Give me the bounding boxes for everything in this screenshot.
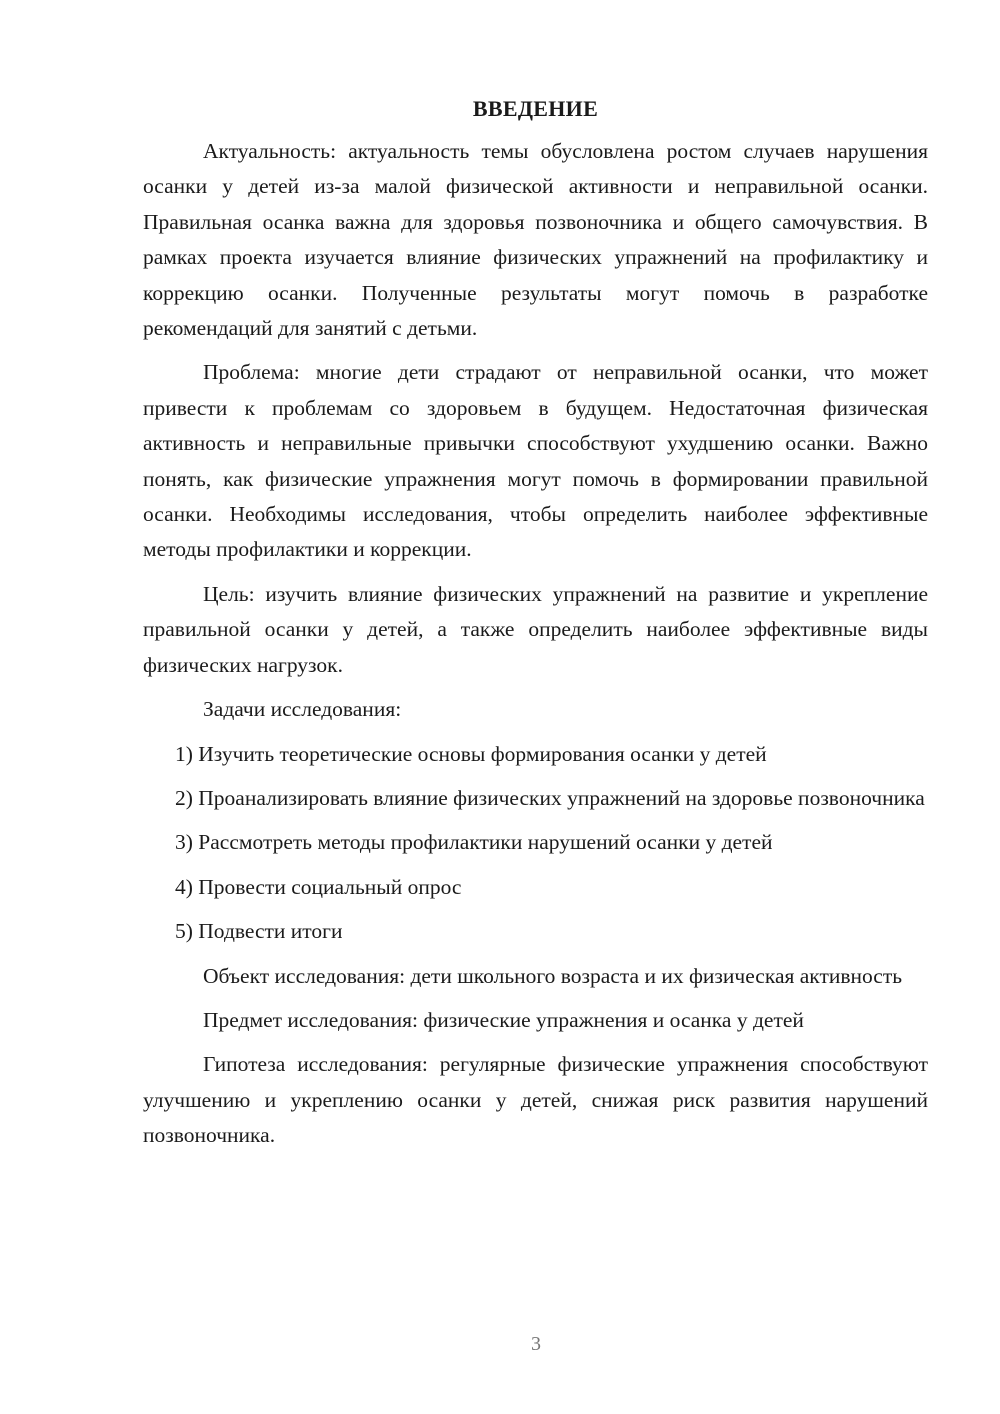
task-item: 2) Проанализировать влияние физических упражнений на здоровье позвоночника <box>175 785 925 810</box>
hypothesis-paragraph: Гипотеза исследования: регулярные физические упражнения способствуют улучшению и укреплению осанки у детей, снижая риск развития нарушений позвоночника. <box>143 1052 928 1148</box>
tasks-heading: Задачи исследования: <box>203 697 402 722</box>
task-item: 3) Рассмотреть методы профилактики нарушений осанки у детей <box>175 830 773 855</box>
object-paragraph: Объект исследования: дети школьного возраста и их физическая активность <box>203 963 903 988</box>
page-title: ВВЕДЕНИЕ <box>472 96 599 121</box>
page-number: 3 <box>531 1333 541 1355</box>
task-item: 4) Провести социальный опрос <box>175 874 462 899</box>
relevance-paragraph: Актуальность: актуальность темы обусловлена ростом случаев нарушения осанки у детей из-за малой физической активности и неправильной осанки. Правильная осанка важна для здоровья позвоночника и общего самочувствия. В рамках проекта изучается влияние физических упражнений на профилактику и коррекцию осанки. Полученные результаты могут помочь в разработке рекомендаций для занятий с детьми. <box>143 139 928 341</box>
task-item: 5) Подвести итоги <box>175 919 343 944</box>
goal-paragraph: Цель: изучить влияние физических упражнений на развитие и укрепление правильной осанки у детей, а также определить наиболее эффективные виды физических нагрузок. <box>143 581 928 677</box>
subject-paragraph: Предмет исследования: физические упражнения и осанка у детей <box>203 1007 804 1032</box>
task-item: 1) Изучить теоретические основы формирования осанки у детей <box>175 741 767 766</box>
problem-paragraph: Проблема: многие дети страдают от неправильной осанки, что может привести к проблемам со здоровьем в будущем. Недостаточная физическая активность и неправильные привычки способствуют ухудшению осанки. Важно понять, как физические упражнения могут помочь в формировании правильной осанки. Необходимы исследования, чтобы определить наиболее эффективные методы профилактики и коррекции. <box>143 360 928 562</box>
